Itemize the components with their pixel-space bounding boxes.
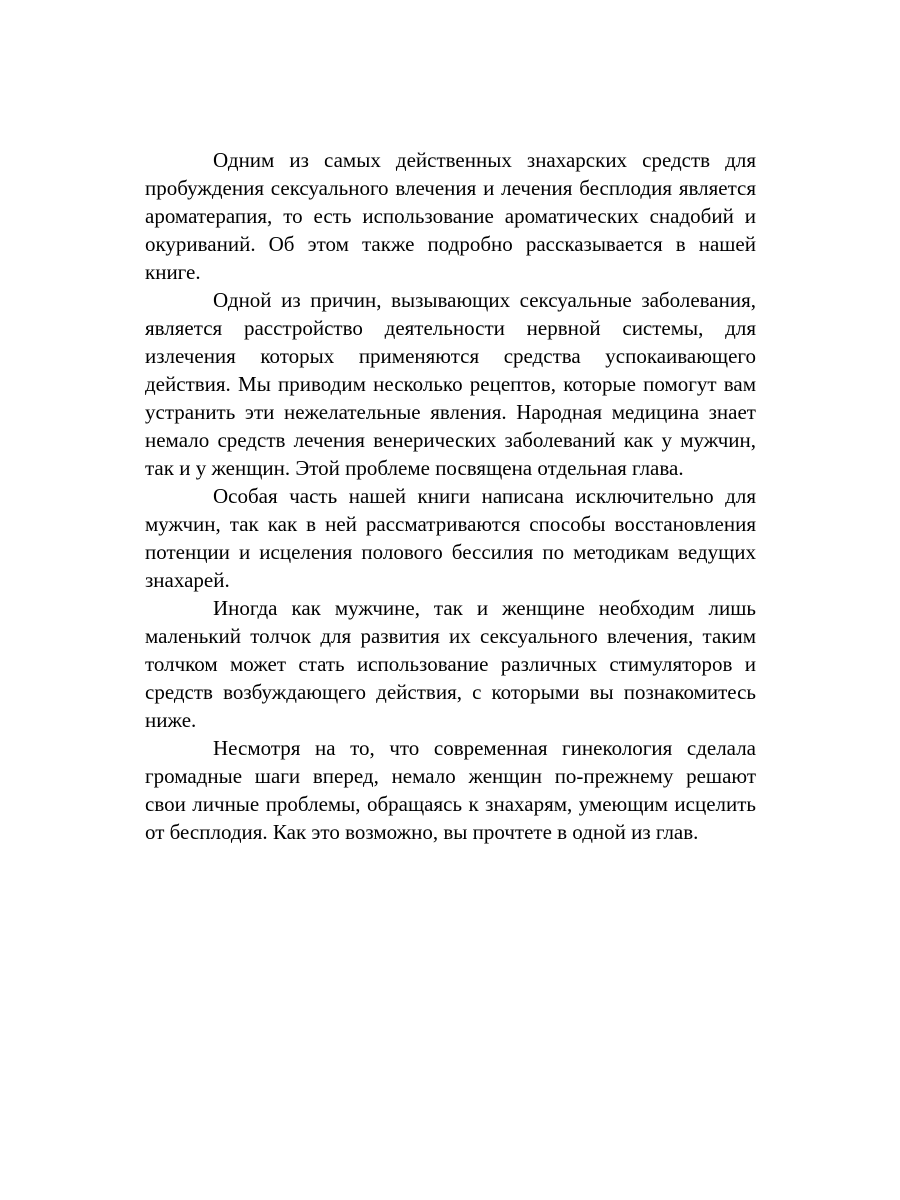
paragraph-nervous-system: Одной из причин, вызывающих сексуальные заболевания, является расстройство деятельности нервной системы, для излечения которых применяются средства успокаивающего действия. Мы приводим несколько рецептов, которые помогут вам устранить эти нежелательные явления. Народная медицина знает немало средств лечения венерических заболеваний как у мужчин, так и у женщин. Этой проблеме посвящена отдельная глава. bbox=[145, 288, 756, 480]
paragraph-aromatherapy: Одним из самых действенных знахарских средств для пробуждения сексуального влечения и лечения бесплодия является ароматерапия, то есть использование ароматических снадобий и окуриваний. Об этом также подробно рассказывается в нашей книге. bbox=[145, 148, 756, 284]
paragraph-for-men: Особая часть нашей книги написана исключительно для мужчин, так как в ней рассматриваются способы восстановления потенции и исцеления полового бессилия по методикам ведущих знахарей. bbox=[145, 484, 756, 592]
paragraph-stimulants: Иногда как мужчине, так и женщине необходим лишь маленький толчок для развития их сексуального влечения, таким толчком может стать использование различных стимуляторов и средств возбуждающего действия, с которыми вы познакомитесь ниже. bbox=[145, 596, 756, 732]
body-text bbox=[145, 146, 756, 846]
paragraph-gynecology: Несмотря на то, что современная гинекология сделала громадные шаги вперед, немало женщин по-прежнему решают свои личные проблемы, обращаясь к знахарям, умеющим исцелить от бесплодия. Как это возможно, вы прочтете в одной из глав. bbox=[145, 736, 756, 844]
